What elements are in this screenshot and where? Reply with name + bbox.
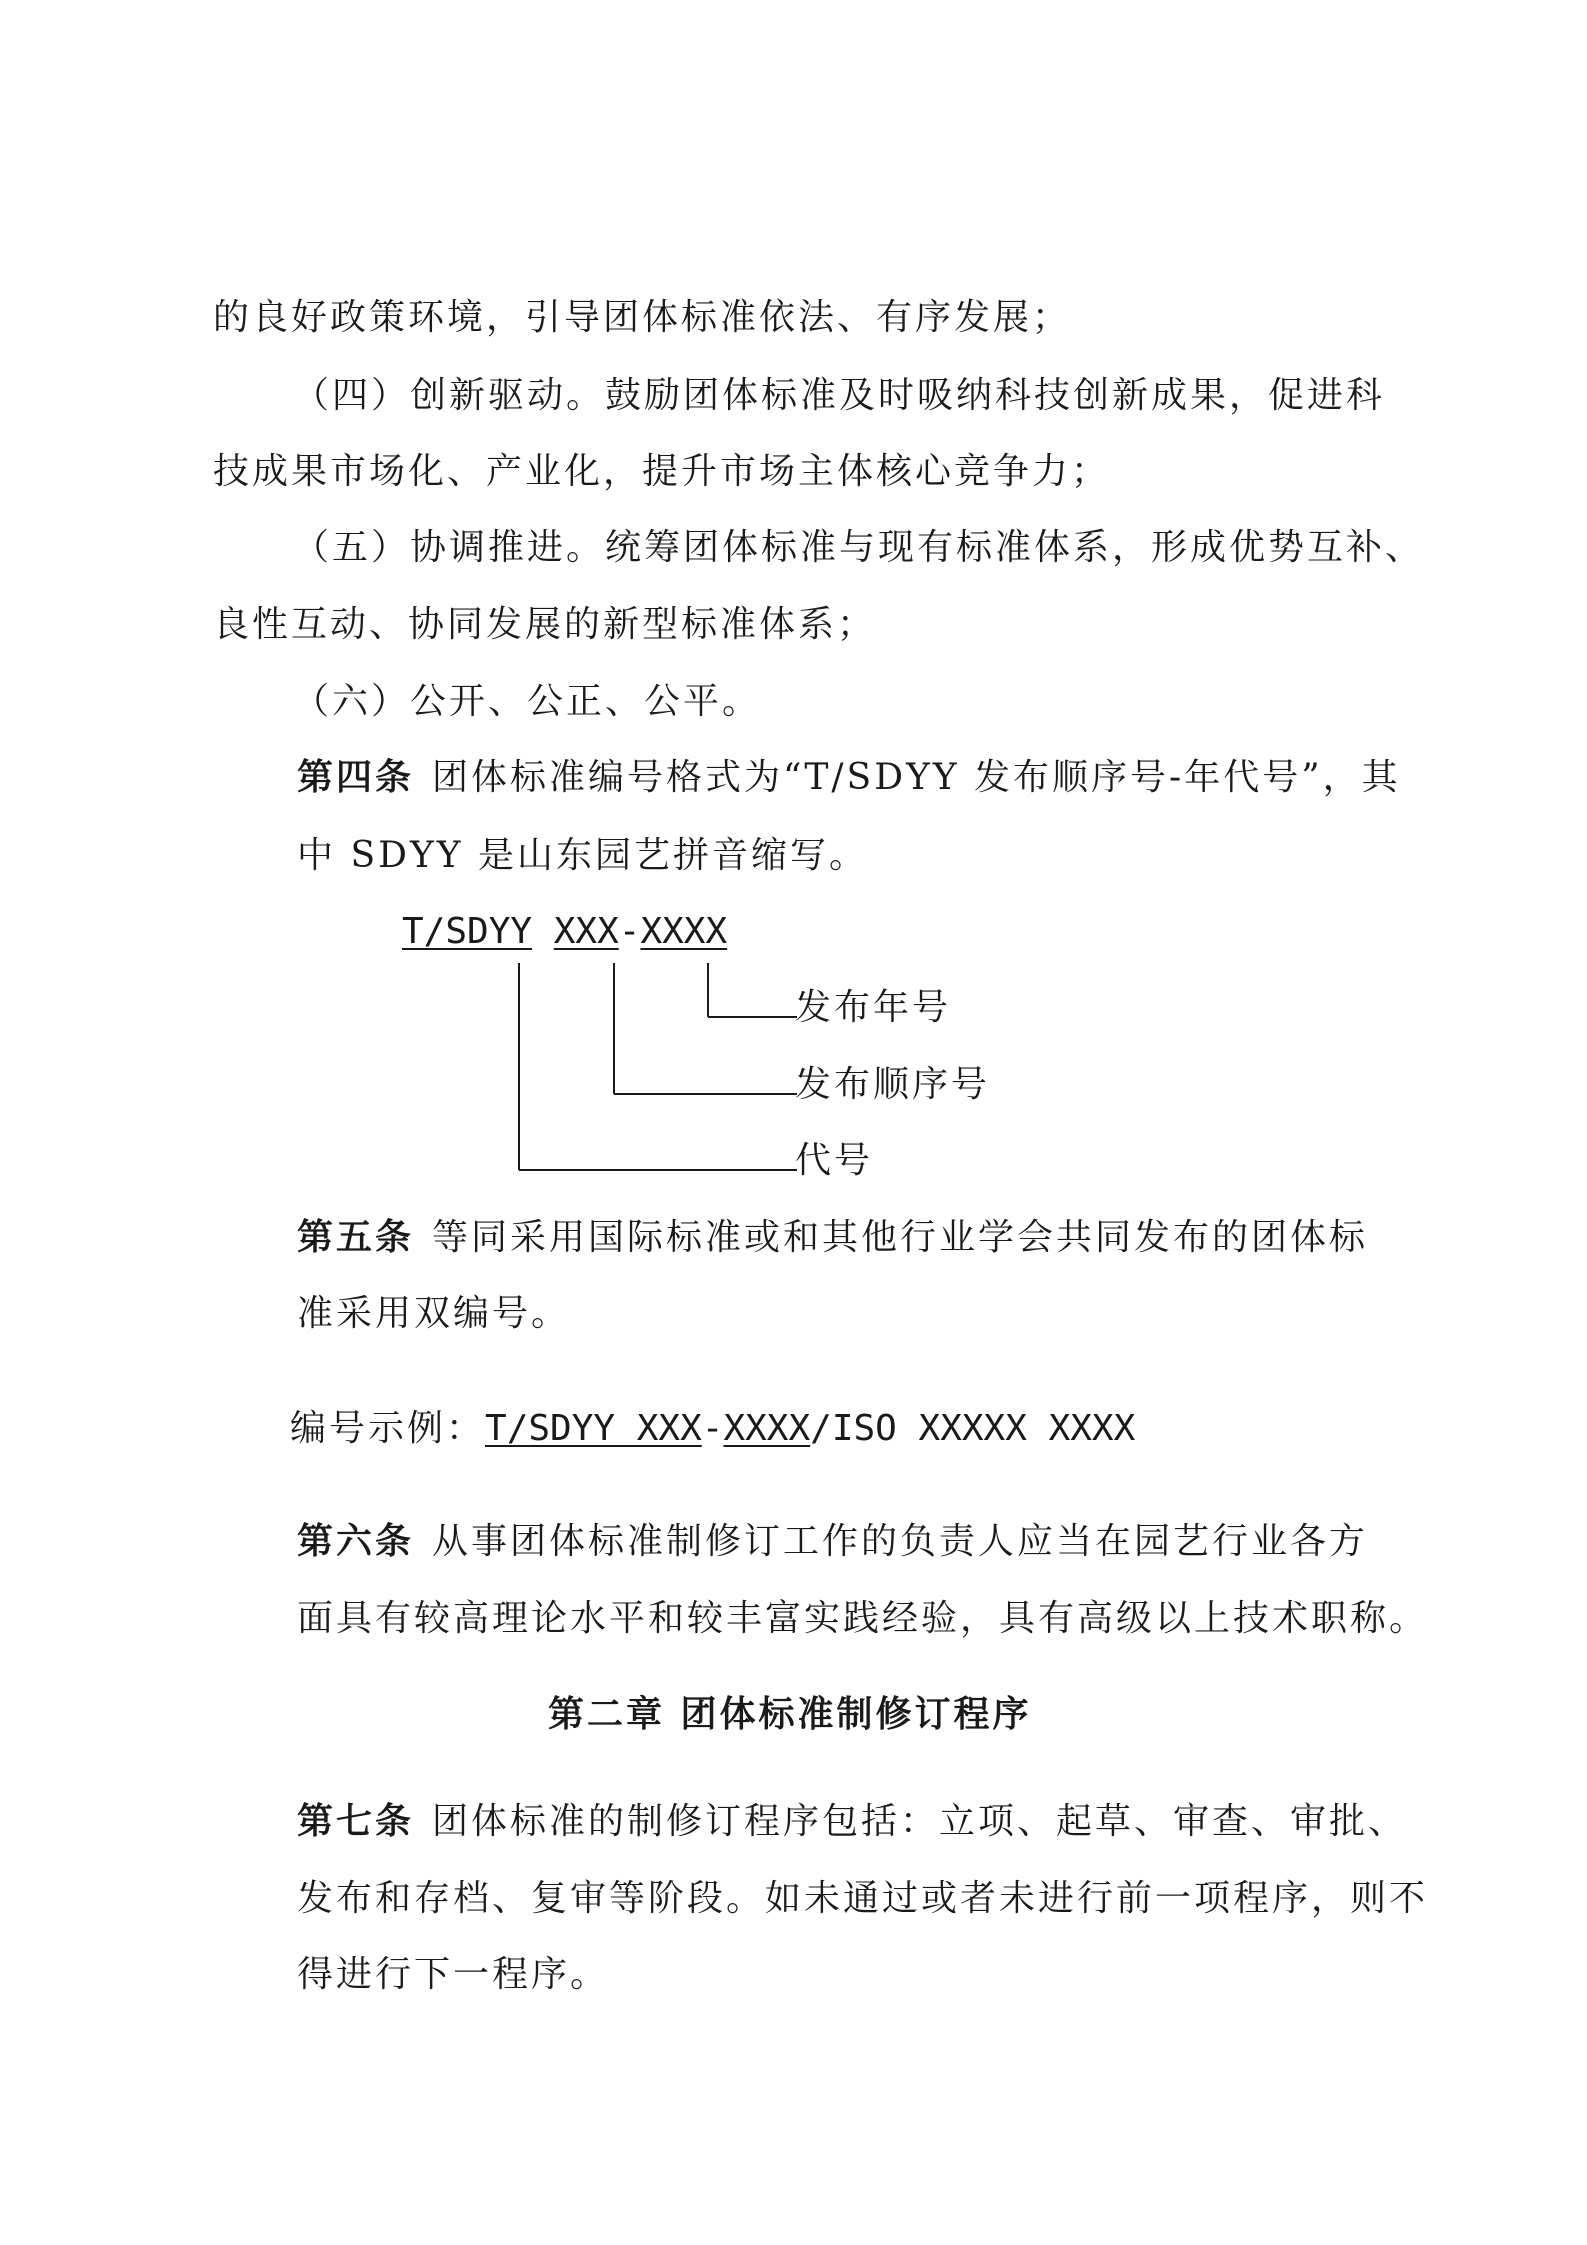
example-code — [485, 1408, 1135, 1449]
chapter-title: 第二章 团体标准制修订程序 — [548, 1694, 1032, 1735]
article-7-line-1 — [297, 1800, 1407, 1844]
article-4-line-1 — [297, 756, 1401, 800]
article-6-line-1 — [297, 1520, 1368, 1564]
article-text: 团体标准编号格式为“T/SDYY 发布顺序号-年代号”，其 — [432, 757, 1401, 798]
label-publish-seq: 发布顺序号 — [795, 1064, 991, 1105]
example-suffix: /ISO XXXXX XXXX — [810, 1408, 1136, 1449]
code-dash: - — [618, 911, 641, 952]
article-4-line-2: 中 SDYY 是山东园艺拼音缩写。 — [297, 835, 868, 876]
paragraph-line: 良性互动、协同发展的新型标准体系； — [213, 604, 877, 645]
example-year: XXXX — [723, 1408, 811, 1449]
paragraph-line: （六）公开、公正、公平。 — [293, 681, 762, 722]
article-heading: 第六条 — [297, 1521, 415, 1562]
article-7-line-2: 发布和存档、复审等阶段。如未通过或者未进行前一项程序，则不 — [297, 1878, 1429, 1919]
code-year: XXXX — [640, 911, 728, 952]
example-prefix: 编号示例： — [290, 1408, 486, 1449]
paragraph-line: 技成果市场化、产业化，提升市场主体核心竞争力； — [213, 451, 1111, 492]
article-7-line-3: 得进行下一程序。 — [297, 1954, 610, 1995]
label-publish-year: 发布年号 — [795, 987, 952, 1028]
paragraph-line: （四）创新驱动。鼓励团体标准及时吸纳科技创新成果，促进科 — [293, 375, 1386, 416]
code-format — [402, 910, 727, 954]
code-prefix: T/SDYY — [402, 911, 533, 952]
example-code-seq: T/SDYY XXX — [485, 1408, 702, 1449]
article-text: 团体标准的制修订程序包括：立项、起草、审查、审批、 — [432, 1801, 1408, 1842]
article-6-line-2: 面具有较高理论水平和较丰富实践经验，具有高级以上技术职称。 — [297, 1598, 1429, 1639]
article-5-line-2: 准采用双编号。 — [297, 1293, 571, 1334]
label-code: 代号 — [795, 1140, 874, 1181]
article-heading: 第四条 — [297, 757, 415, 798]
article-5-line-1 — [297, 1216, 1368, 1260]
article-text: 等同采用国际标准或和其他行业学会共同发布的团体标 — [432, 1217, 1369, 1258]
paragraph-line: 的良好政策环境，引导团体标准依法、有序发展； — [213, 297, 1072, 338]
code-seq: XXX — [553, 911, 619, 952]
article-heading: 第五条 — [297, 1217, 415, 1258]
paragraph-line: （五）协调推进。统筹团体标准与现有标准体系，形成优势互补、 — [293, 527, 1425, 568]
article-text: 从事团体标准制修订工作的负责人应当在园艺行业各方 — [432, 1521, 1369, 1562]
article-heading: 第七条 — [297, 1801, 415, 1842]
example-line — [290, 1407, 1135, 1451]
example-dash: - — [701, 1408, 724, 1449]
